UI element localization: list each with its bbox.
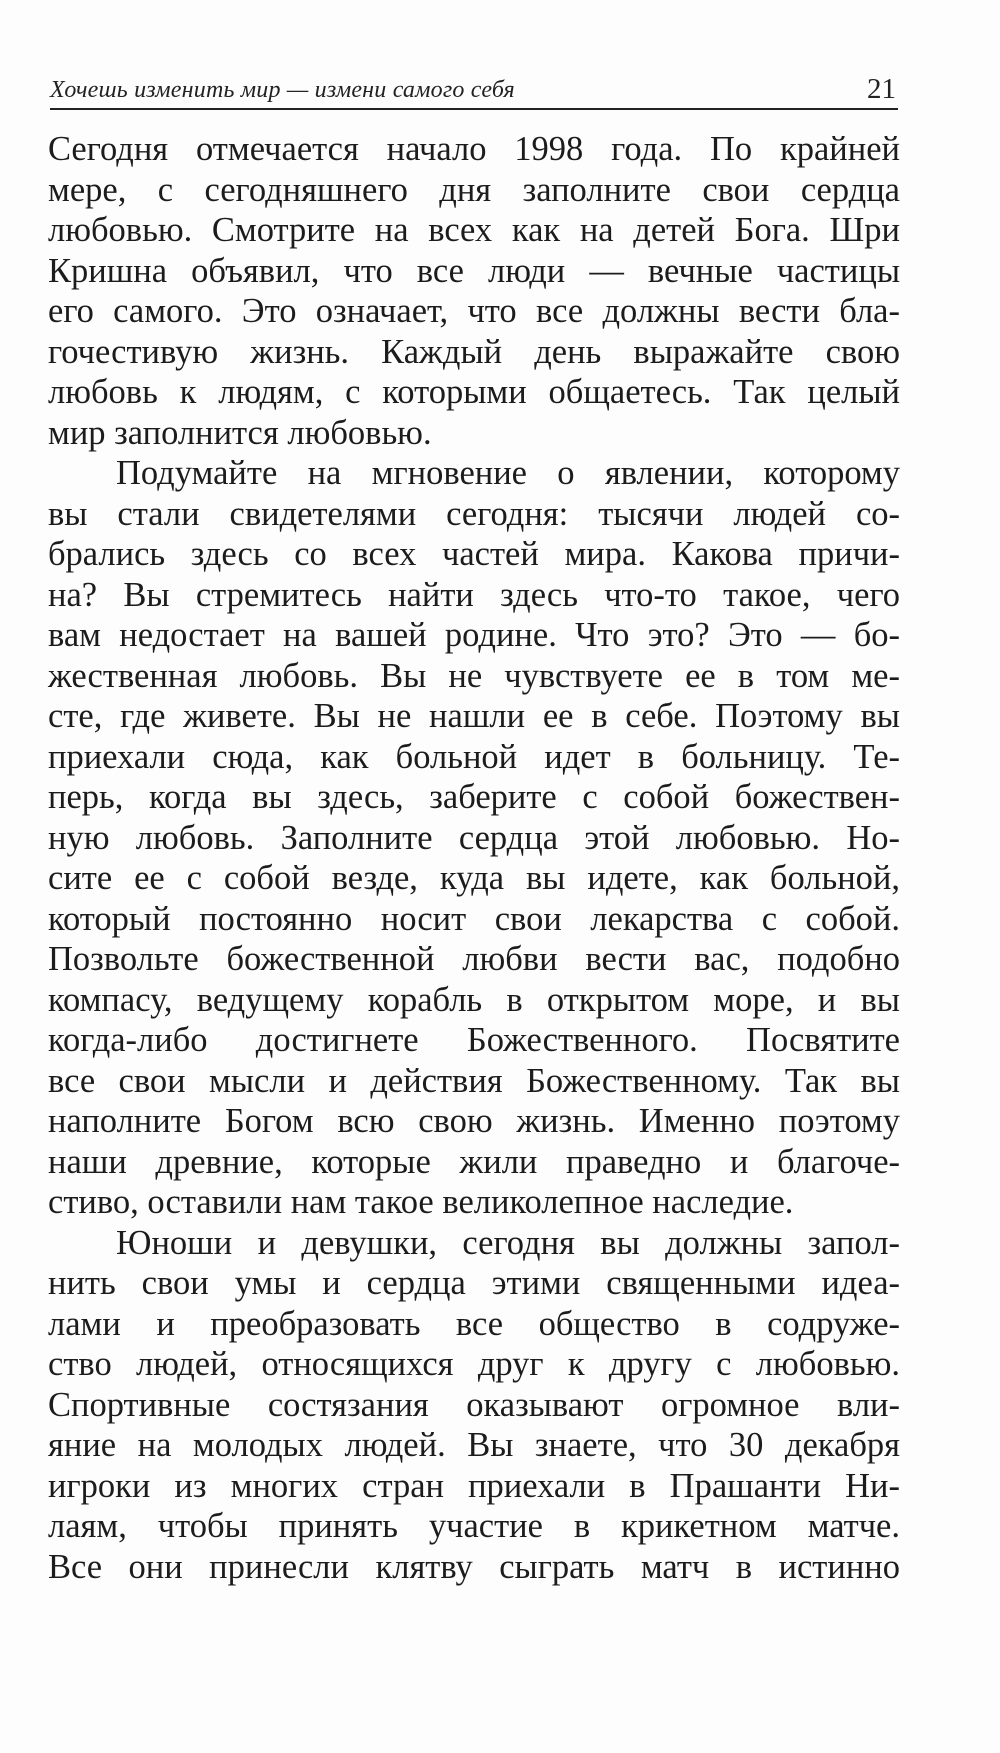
text-line: стиво, оставили нам такое великолепное наследие. xyxy=(48,1183,794,1221)
text-line: Подумайте на мгновение о явлении, которому xyxy=(116,454,900,492)
text-line: приехали сюда, как больной идет в больницу. Те- xyxy=(48,737,900,776)
running-header xyxy=(50,72,898,110)
body-text xyxy=(48,129,900,1587)
page-number: 21 xyxy=(867,73,896,105)
text-line: сите ее с собой везде, куда вы идете, как больной, xyxy=(48,859,900,897)
text-line: Позвольте божественной любви вести вас, подобно xyxy=(48,940,900,978)
text-line: все свои мысли и действия Божественному. Так вы xyxy=(48,1061,900,1100)
text-line: гочестивую жизнь. Каждый день выражайте свою xyxy=(48,332,900,371)
text-line: Кришна объявил, что все люди — вечные частицы xyxy=(48,251,900,290)
text-line: который постоянно носит свои лекарства с собой. xyxy=(48,899,900,938)
paragraph-2 xyxy=(48,453,900,1223)
text-line: игроки из многих стран приехали в Прашанти Ни- xyxy=(48,1466,900,1505)
text-line: любовью. Смотрите на всех как на детей Бога. Шри xyxy=(48,211,900,249)
text-line: брались здесь со всех частей мира. Какова причи- xyxy=(48,535,900,573)
text-line: перь, когда вы здесь, заберите с собой божествен- xyxy=(48,778,900,816)
paragraph-1 xyxy=(48,129,900,453)
text-line: любовь к людям, с которыми общаетесь. Так целый xyxy=(48,373,900,411)
text-line: компасу, ведущему корабль в открытом море, и вы xyxy=(48,980,900,1019)
text-line: вам недостает на вашей родине. Что это? Это — бо- xyxy=(48,616,900,654)
text-line: наши древние, которые жили праведно и благоче- xyxy=(48,1142,900,1181)
text-line: его самого. Это означает, что все должны вести бла- xyxy=(48,292,900,330)
text-line: Юноши и девушки, сегодня вы должны запол- xyxy=(116,1223,900,1262)
text-line: нить свои умы и сердца этими священными идеа- xyxy=(48,1264,900,1302)
text-line: мере, с сегодняшнего дня заполните свои сердца xyxy=(48,170,900,209)
paragraph-3 xyxy=(48,1223,900,1588)
text-line: лами и преобразовать все общество в содруже- xyxy=(48,1304,900,1343)
text-line: лаям, чтобы принять участие в крикетном матче. xyxy=(48,1507,900,1545)
text-line: наполните Богом всю свою жизнь. Именно поэтому xyxy=(48,1102,900,1140)
text-line: Сегодня отмечается начало 1998 года. По крайней xyxy=(48,130,900,168)
text-line: ство людей, относящихся друг к другу с любовью. xyxy=(48,1345,900,1383)
text-line: когда-либо достигнете Божественного. Посвятите xyxy=(48,1021,900,1059)
text-line: сте, где живете. Вы не нашли ее в себе. Поэтому вы xyxy=(48,697,900,735)
text-line: Все они принесли клятву сыграть матч в истинно xyxy=(48,1547,900,1586)
text-line: мир заполнится любовью. xyxy=(48,413,432,452)
text-line: Спортивные состязания оказывают огромное вли- xyxy=(48,1385,900,1424)
text-line: ную любовь. Заполните сердца этой любовью. Но- xyxy=(48,818,900,857)
text-line: яние на молодых людей. Вы знаете, что 30 декабря xyxy=(48,1426,900,1464)
text-line: жественная любовь. Вы не чувствуете ее в том ме- xyxy=(48,656,900,695)
text-line: на? Вы стремитесь найти здесь что-то такое, чего xyxy=(48,575,900,614)
text-line: вы стали свидетелями сегодня: тысячи людей со- xyxy=(48,494,900,533)
running-title: Хочешь изменить мир — измени самого себя xyxy=(50,77,515,103)
